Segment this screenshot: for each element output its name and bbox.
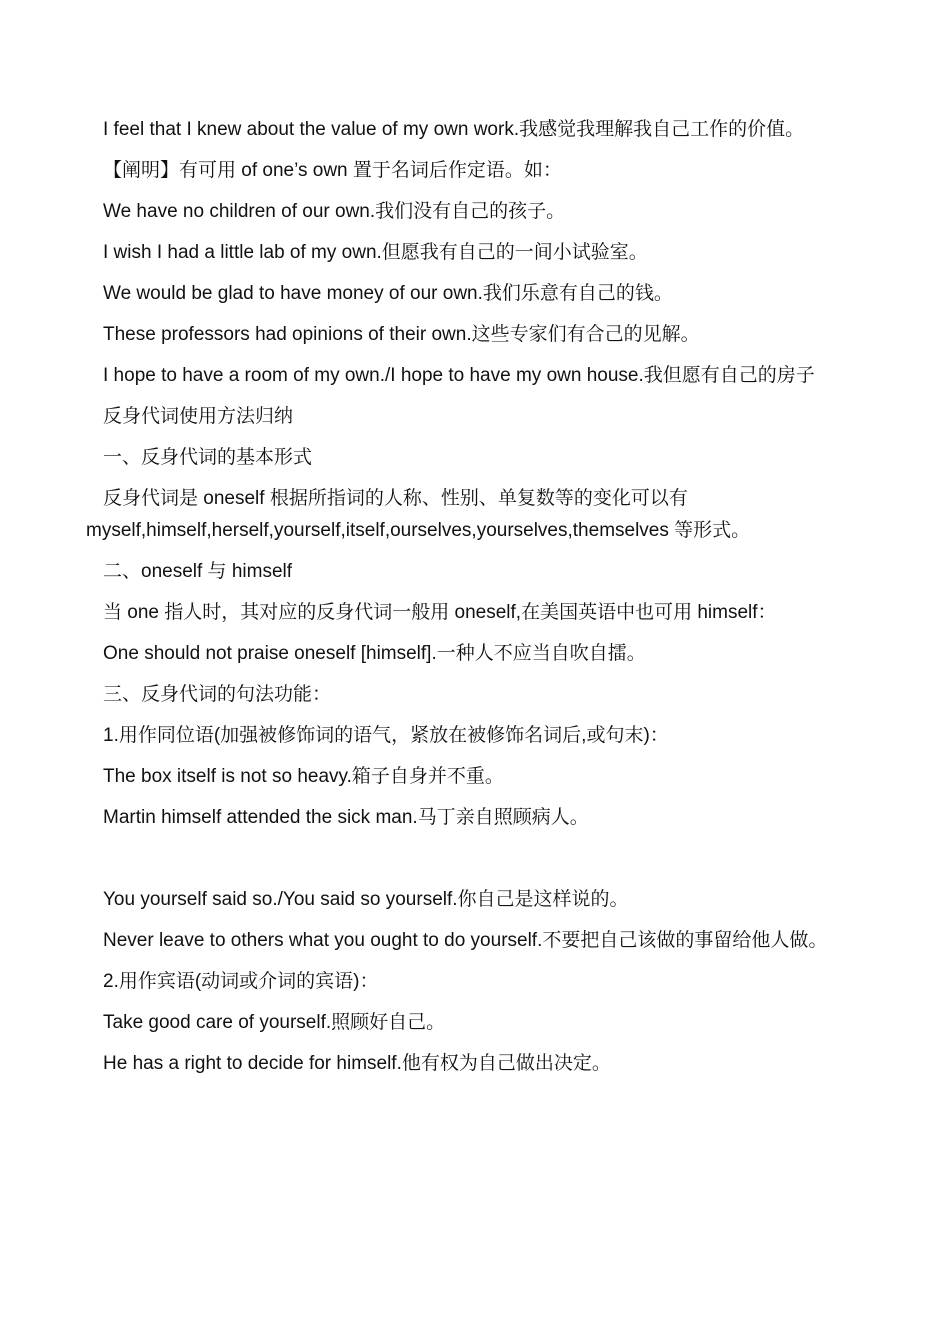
document-body: [86, 114, 856, 1089]
paragraph: We would be glad to have money of our own.我们乐意有自己的钱。: [103, 283, 673, 304]
paragraph: 【阐明】有可用 of one’s own 置于名词后作定语。如：: [103, 160, 562, 181]
subsection-heading: 2.用作宾语(动词或介词的宾语)：: [103, 971, 379, 992]
section-heading: 二、oneself 与 himself: [103, 561, 293, 582]
paragraph: He has a right to decide for himself.他有权为自己做出决定。: [103, 1053, 611, 1074]
paragraph: We have no children of our own.我们没有自己的孩子。: [103, 201, 566, 222]
section-heading: 一、反身代词的基本形式: [103, 447, 313, 468]
paragraph: 反身代词是 oneself 根据所指词的人称、性别、单复数等的变化可以有 myself,himself,herself,yourself,itself,ourselves,yourselves,themselves 等形式。: [86, 488, 751, 541]
paragraph: I feel that I knew about the value of my own work.我感觉我理解我自己工作的价值。: [103, 119, 805, 140]
blank-line: [86, 843, 856, 875]
paragraph: You yourself said so./You said so yourself.你自己是这样说的。: [103, 889, 629, 910]
paragraph: I wish I had a little lab of my own.但愿我有自己的一间小试验室。: [103, 242, 648, 263]
paragraph: These professors had opinions of their own.这些专家们有合己的见解。: [103, 324, 700, 345]
paragraph: One should not praise oneself [himself].一种人不应当自吹自擂。: [103, 643, 646, 664]
paragraph: 当 one 指人时，其对应的反身代词一般用 oneself,在美国英语中也可用 himself：: [103, 602, 777, 623]
paragraph: Take good care of yourself.照顾好自己。: [103, 1012, 446, 1033]
section-heading: 三、反身代词的句法功能：: [103, 684, 332, 705]
paragraph: Never leave to others what you ought to do yourself.不要把自己该做的事留给他人做。: [103, 930, 828, 951]
section-heading: 反身代词使用方法归纳: [103, 406, 294, 427]
paragraph: I hope to have a room of my own./I hope to have my own house.我但愿有自己的房子: [103, 365, 815, 386]
paragraph: Martin himself attended the sick man.马丁亲自照顾病人。: [103, 807, 589, 828]
paragraph: The box itself is not so heavy.箱子自身并不重。: [103, 766, 504, 787]
subsection-heading: 1.用作同位语(加强被修饰词的语气，紧放在被修饰名词后,或句末)：: [103, 725, 669, 746]
